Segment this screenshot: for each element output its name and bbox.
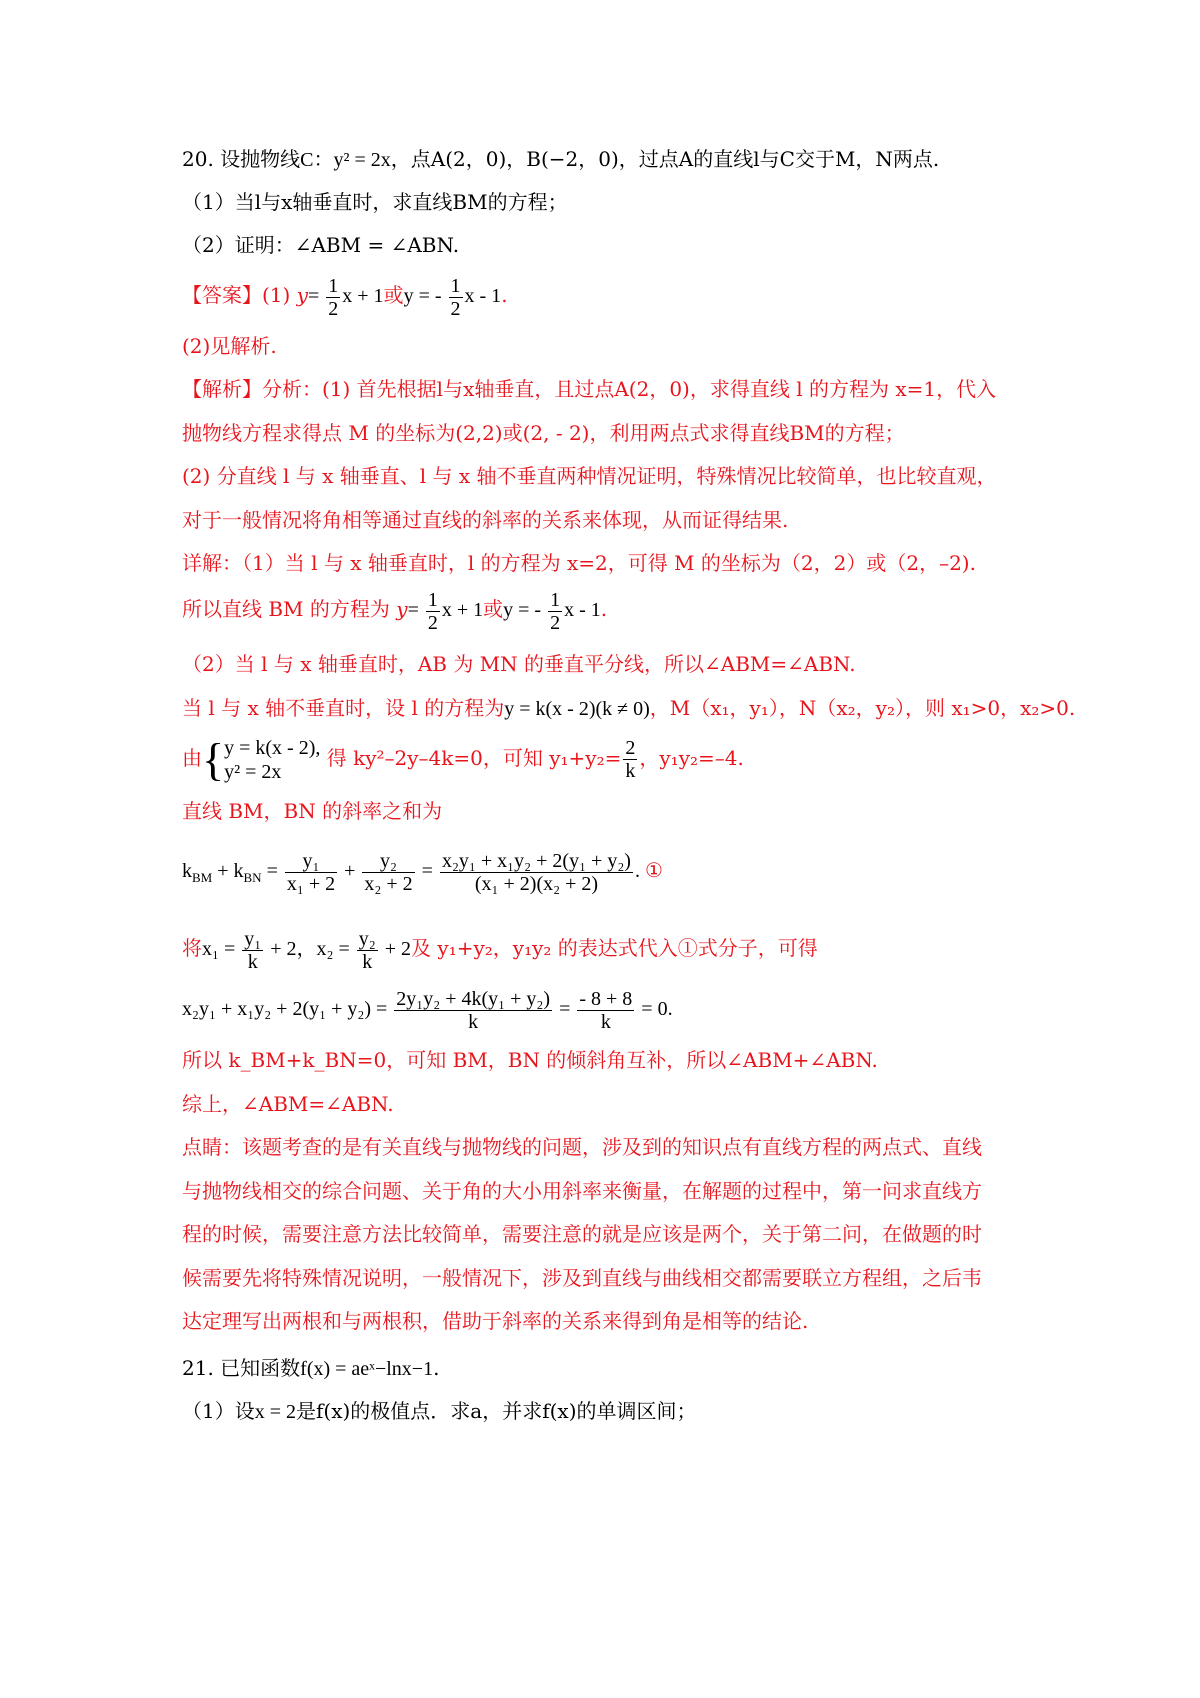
detail-line10: 所以 k_BM+k_BN=0，可知 BM，BN 的倾斜角互补，所以∠ABM+∠ABN. (182, 1048, 878, 1072)
slope-sum-formula: $k_{BM} + k_{BN}$ = $\frac{\text{y₁}}{\text{x₁ + 2}}$ + $\frac{\text{y₂}}{\text{x₂ + 2}}$ = $\frac{\text{x₂y₁ + x₁y₂ + 2(y₁ + y₂)}}{\text{(x₁ + 2)(x₂ + 2)}}$ . ① (182, 849, 663, 895)
comment-line5: 达定理写出两根和与两根积，借助于斜率的关系来得到角是相等的结论. (182, 1309, 809, 1333)
detail-line8: 将x₁ = $\frac{\text{y₁}}{k}$ + 2，x₂ = $\frac{\text{y₂}}{k}$ + 2及 y₁+y₂，y₁y₂ 的表达式代入①式分子，可得 (182, 927, 818, 973)
detail-line6: 直线 BM，BN 的斜率之和为 (182, 799, 443, 823)
circle-one-marker: ① (644, 860, 663, 882)
detail-line4: 当 l 与 x 轴不垂直时，设 l 的方程为y = k(x - 2)(k ≠ 0)，M（x₁，y₁），N（x₂，y₂），则 x₁>0，x₂>0. (182, 696, 1076, 720)
analysis-line3: (2) 分直线 l 与 x 轴垂直、l 与 x 轴不垂直两种情况证明，特殊情况比较简单，也比较直观， (182, 464, 997, 488)
q21-title: 21. 已知函数f(x) = aeˣ−lnx−1. (182, 1356, 440, 1380)
answer-line2: (2)见解析. (182, 334, 277, 358)
q21-part1: （1）设x = 2是f(x)的极值点．求a，并求f(x)的单调区间； (182, 1399, 697, 1423)
detail-line11: 综上，∠ABM=∠ABN. (182, 1092, 394, 1116)
analysis-line1: 【解析】分析：(1) 首先根据l与x轴垂直，且过点A(2，0)，求得直线 l 的方程为 x=1，代入 (182, 377, 997, 401)
detail-line3: （2）当 l 与 x 轴垂直时，AB 为 MN 的垂直平分线，所以∠ABM=∠ABN. (182, 652, 856, 676)
analysis-line2: 抛物线方程求得点 M 的坐标为(2,2)或(2, - 2)，利用两点式求得直线BM的方程； (182, 421, 905, 445)
q20-title: 20. 设抛物线C：y² = 2x，点A(2，0)，B(−2，0)，过点A的直线l与C交于M，N两点. (182, 147, 940, 171)
comment-line1: 点睛：该题考查的是有关直线与抛物线的问题，涉及到的知识点有直线方程的两点式、直线 (182, 1135, 982, 1159)
comment-line4: 候需要先将特殊情况说明，一般情况下，涉及到直线与曲线相交都需要联立方程组，之后韦 (182, 1266, 982, 1290)
q20-part2: （2）证明：∠ABM = ∠ABN. (182, 233, 460, 257)
detail-line5: 由{ y = k(x - 2), y² = 2x 得 ky²–2y–4k=0，可知 y₁+y₂= $\frac{2}{k}$ ，y₁y₂=–4. (182, 733, 744, 785)
analysis-label: 【解析】 (182, 377, 262, 401)
detail-line2: 所以直线 BM 的方程为 y= $\frac{1}{2}$ x + 1或y = - $\frac{1}{2}$ x - 1. (182, 588, 608, 634)
analysis-line4: 对于一般情况将角相等通过直线的斜率的关系来体现，从而证得结果. (182, 508, 789, 532)
q20-part1: （1）当l与x轴垂直时，求直线BM的方程； (182, 190, 568, 214)
numerator-formula: x₂y₁ + x₁y₂ + 2(y₁ + y₂) = $\frac{\text{2y₁y₂ + 4k(y₁ + y₂)}}{k}$ = $\frac{- 8 + 8}{k}$ = 0. (182, 987, 673, 1033)
comment-line2: 与抛物线相交的综合问题、关于角的大小用斜率来衡量，在解题的过程中，第一问求直线方 (182, 1179, 982, 1203)
comment-line3: 程的时候，需要注意方法比较简单，需要注意的就是应该是两个，关于第二问，在做题的时 (182, 1222, 982, 1246)
equation-system: y = k(x - 2), y² = 2x (224, 736, 321, 783)
detail-line1: 详解：（1）当 l 与 x 轴垂直时，l 的方程为 x=2，可得 M 的坐标为（2，2）或（2，–2). (182, 551, 976, 575)
answer-line1: 【答案】(1) y= $\frac{1}{2}$ x + 1或y = - $\frac{1}{2}$ x - 1. (182, 274, 508, 320)
answer-label: 【答案】 (182, 283, 262, 307)
